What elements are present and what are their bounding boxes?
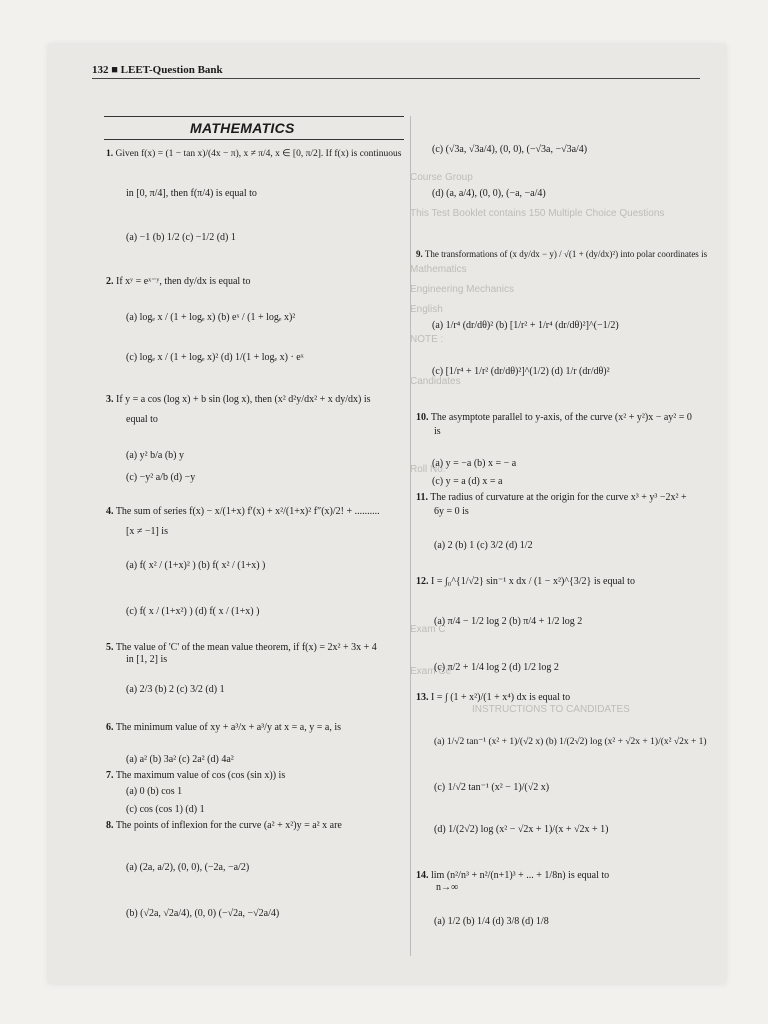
column-divider [410,116,411,956]
ghost-g5: English [410,304,443,315]
right-q8c: (c) (√3a, √3a/4), (0, 0), (−√3a, −√3a/4) [432,144,588,155]
left-q2a: (a) logₑ x / (1 + logₑ x) (b) eˣ / (1 + logₑ x)² [126,312,296,323]
question-number: 9. [416,249,423,259]
left-q7o2: (c) cos (cos 1) (d) 1 [126,804,205,815]
ghost-g2: This Test Booklet contains 150 Multiple Choice Questions [410,208,665,219]
right-q13o1: (a) 1/√2 tan⁻¹ (x² + 1)/(√2 x) (b) 1/(2√2) log (x² + √2x + 1)/(x² √2x + 1) [434,737,707,747]
left-q8b: (b) (√2a, √2a/4), (0, 0) (−√2a, −√2a/4) [126,908,280,919]
header-bullet: ■ [111,64,121,76]
left-q3o1: (a) y² b/a (b) y [126,450,184,461]
ghost-g6: NOTE : [410,334,444,345]
left-q4: 4. The sum of series f(x) − x/(1+x) f′(x) + x²/(1+x)² f″(x)/2! + .......... [106,506,380,517]
right-q10o2: (c) y = a (d) x = a [432,476,503,487]
ghost-g10: Exam Ce [410,666,452,677]
right-q14: 14. lim (n²/n³ + n²/(n+1)³ + ... + 1/8n) is equal to [416,870,610,881]
ghost-g3: Mathematics [410,264,467,275]
right-q11: 11. The radius of curvature at the origin for the curve x³ + y³ −2x² + [416,492,687,503]
question-number: 1. [106,149,114,159]
ghost-g11: INSTRUCTIONS TO CANDIDATES [472,704,630,715]
ghost-g4: Engineering Mechanics [410,284,514,295]
right-q9: 9. The transformations of (x dy/dx − y) / √(1 + (dy/dx)²) into polar coordinates is [416,249,708,259]
book-title: LEET-Question Bank [120,64,223,76]
question-page [92,64,724,954]
question-number: 12. [416,576,429,587]
running-header [92,64,223,76]
right-q10b: is [434,426,441,437]
left-q4o2: (c) f( x / (1+x²) ) (d) f( x / (1+x) ) [126,606,260,617]
question-number: 11. [416,492,428,503]
left-q8: 8. The points of inflexion for the curve (a² + x²)y = a² x are [106,820,342,831]
left-q3b: equal to [126,414,158,425]
left-q2: 2. If xʸ = eˣ⁻ʸ, then dy/dx is equal to [106,276,251,287]
left-q8a: (a) (2a, a/2), (0, 0), (−2a, −a/2) [126,862,250,873]
left-q6: 6. The minimum value of xy + a³/x + a³/y at x = a, y = a, is [106,722,341,733]
right-q12: 12. I = ∫₀^{1/√2} sin⁻¹ x dx / (1 − x²)^{3/2} is equal to [416,576,635,587]
left-q3a: 3. If y = a cos (log x) + b sin (log x), then (x² d²y/dx² + x dy/dx) is [106,394,371,405]
right-q13o3: (d) 1/(2√2) log (x² − √2x + 1)/(x + √2x + 1) [434,824,609,835]
right-q12o2: (c) π/2 + 1/4 log 2 (d) 1/2 log 2 [434,662,559,673]
right-q9o2: (c) [1/r⁴ + 1/r² (dr/dθ)²]^(1/2) (d) 1/r (dr/dθ)² [432,366,610,377]
left-q5b: in [1, 2] is [126,654,168,665]
right-q13o2: (c) 1/√2 tan⁻¹ (x² − 1)/(√2 x) [434,782,550,793]
question-number: 4. [106,506,114,517]
left-q5: 5. The value of 'C' of the mean value theorem, if f(x) = 2x² + 3x + 4 [106,642,377,653]
section-title: MATHEMATICS [190,120,295,136]
question-number: 8. [106,820,114,831]
ghost-g8: Roll No. [410,464,446,475]
question-number: 10. [416,412,429,423]
section-rule-bottom [104,139,404,140]
question-number: 13. [416,692,429,703]
left-q7o1: (a) 0 (b) cos 1 [126,786,183,797]
left-q1a: 1. Given f(x) = (1 − tan x)/(4x − π), x ≠ π/4, x ∈ [0, π/2]. If f(x) is continuous [106,149,402,159]
left-q5o: (a) 2/3 (b) 2 (c) 3/2 (d) 1 [126,684,225,695]
right-q10: 10. The asymptote parallel to y-axis, of the curve (x² + y²)x − ay² = 0 [416,412,692,423]
header-rule [92,78,700,79]
question-number: 7. [106,770,114,781]
left-q1b: in [0, π/4], then f(π/4) is equal to [126,188,257,199]
left-q2c: (c) logₑ x / (1 + logₑ x)² (d) 1/(1 + logₑ x) · eˣ [126,352,304,363]
right-q12o1: (a) π/4 − 1/2 log 2 (b) π/4 + 1/2 log 2 [434,616,583,627]
left-q4b: [x ≠ −1] is [126,526,168,537]
ghost-g7: Candidates [410,376,461,387]
left-q4o1: (a) f( x² / (1+x)² ) (b) f( x² / (1+x) ) [126,560,266,571]
ghost-g9: Exam C [410,624,446,635]
right-q14l: n→∞ [436,882,459,893]
left-q1o: (a) −1 (b) 1/2 (c) −1/2 (d) 1 [126,232,236,243]
question-number: 5. [106,642,114,653]
section-rule-top [104,116,404,117]
left-q6o: (a) a² (b) 3a² (c) 2a² (d) 4a² [126,754,234,765]
right-q9o1: (a) 1/r⁴ (dr/dθ)² (b) [1/r² + 1/r⁴ (dr/dθ)²]^(−1/2) [432,320,619,331]
right-q11o: (a) 2 (b) 1 (c) 3/2 (d) 1/2 [434,540,533,551]
right-q11b: 6y = 0 is [434,506,469,517]
right-q14o: (a) 1/2 (b) 1/4 (d) 3/8 (d) 1/8 [434,916,549,927]
page-number: 132 [92,64,109,76]
left-q3o2: (c) −y² a/b (d) −y [126,472,196,483]
right-q13: 13. I = ∫ (1 + x²)/(1 + x⁴) dx is equal to [416,692,571,703]
question-number: 2. [106,276,114,287]
question-number: 14. [416,870,429,881]
right-q8d: (d) (a, a/4), (0, 0), (−a, −a/4) [432,188,546,199]
right-q10o1: (a) y = −a (b) x = − a [432,458,517,469]
question-number: 6. [106,722,114,733]
ghost-g1: Course Group [410,172,473,183]
left-q7: 7. The maximum value of cos (cos (sin x)) is [106,770,286,781]
question-number: 3. [106,394,114,405]
